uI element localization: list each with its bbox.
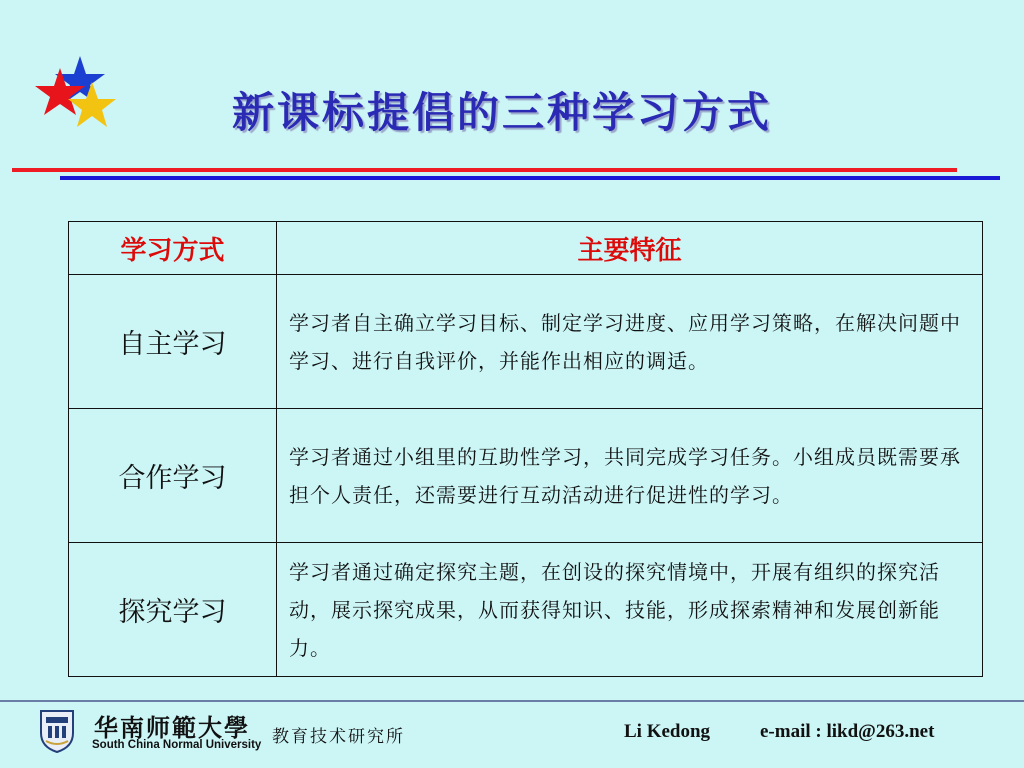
table-row xyxy=(69,275,983,409)
university-name-en: South China Normal University xyxy=(92,739,262,751)
row-mode: 自主学习 xyxy=(69,275,277,409)
title-divider-blue xyxy=(60,176,1000,180)
header-feature: 主要特征 xyxy=(277,222,983,275)
table-row xyxy=(69,543,983,677)
table-row xyxy=(69,409,983,543)
university-crest-icon xyxy=(38,707,76,753)
table-header-row xyxy=(69,222,983,275)
row-mode: 合作学习 xyxy=(69,409,277,543)
institute-name: 教育技术研究所 xyxy=(272,727,405,747)
row-feature: 学习者通过确定探究主题，在创设的探究情境中，开展有组织的探究活动，展示探究成果，从而获得知识、技能，形成探索精神和发展创新能力。 xyxy=(277,543,983,677)
learning-modes-table xyxy=(68,221,983,677)
title-divider-red xyxy=(12,168,957,172)
row-feature: 学习者通过小组里的互助性学习，共同完成学习任务。小组成员既需要承担个人责任，还需要进行互动活动进行促进性的学习。 xyxy=(277,409,983,543)
university-name-cn: 华南师範大學 xyxy=(94,713,250,742)
stars-icon xyxy=(30,52,120,132)
row-mode: 探究学习 xyxy=(69,543,277,677)
author-email: e-mail : likd@263.net xyxy=(760,721,935,742)
author-name: Li Kedong xyxy=(624,721,711,742)
page-title: 新课标提倡的三种学习方式 xyxy=(232,88,773,137)
row-feature: 学习者自主确立学习目标、制定学习进度、应用学习策略，在解决问题中学习、进行自我评价，并能作出相应的调适。 xyxy=(277,275,983,409)
header-mode: 学习方式 xyxy=(69,222,277,275)
